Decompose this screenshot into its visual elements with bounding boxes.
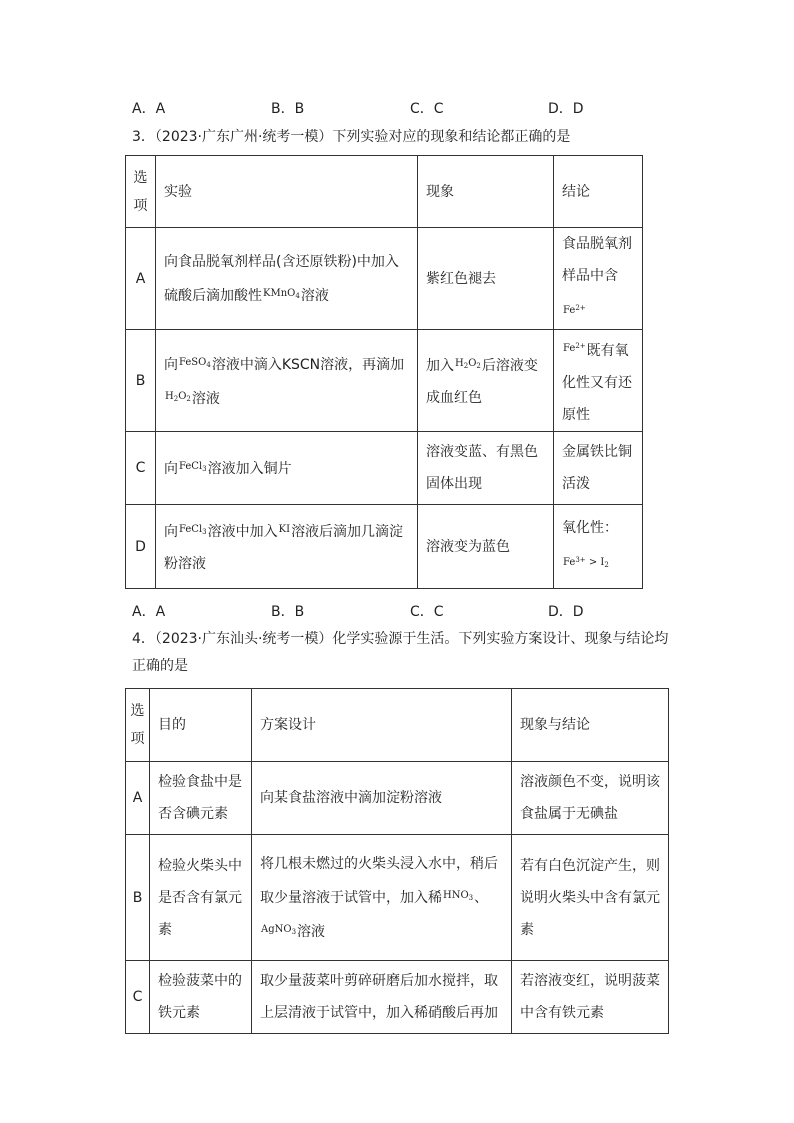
q3-row-c-option: C	[126, 432, 156, 505]
q4-table	[125, 688, 669, 1034]
q3-row-a-experiment: 向食品脱氧剂样品(含还原铁粉)中加入硫酸后滴加酸性$^{KMnO_4}$溶液	[156, 228, 418, 330]
choice-a: A．A	[132, 101, 166, 117]
q3-header-phenomenon: 现象	[418, 156, 554, 228]
choice-b: B．B	[271, 101, 305, 117]
q4-row-b-option: B	[126, 835, 150, 961]
q4-row-c-result: 若溶液变红，说明菠菜中含有铁元素	[512, 961, 669, 1034]
q3-header-option: 选项	[126, 156, 156, 228]
q4-header-design: 方案设计	[252, 689, 512, 762]
q4-header-goal: 目的	[150, 689, 252, 762]
q3-row-c-conclusion: 金属铁比铜活泼	[554, 432, 643, 505]
choice-d: D．D	[548, 101, 584, 117]
q3-header-experiment: 实验	[156, 156, 418, 228]
q3-stem: 3．（2023·广东广州·统考一模）下列实验对应的现象和结论都正确的是	[132, 129, 571, 145]
q4-stem: 4．（2023·广东汕头·统考一模）化学实验源于生活。下列实验方案设计、现象与结论均正确的是	[132, 631, 669, 674]
q4-row-a-result: 溶液颜色不变，说明该食盐属于无碘盐	[512, 762, 669, 835]
q4-row-b-goal: 检验火柴头中是否含有氯元素	[150, 835, 252, 961]
choice-d: D．D	[548, 604, 584, 620]
q3-row-c-experiment: 向$^{FeCl_3}$溶液加入铜片	[156, 432, 418, 505]
q3-choices	[132, 601, 692, 623]
q4-row-c-design: 取少量菠菜叶剪碎研磨后加水搅拌，取上层清液于试管中，加入稀硝酸后再加	[252, 961, 512, 1034]
q3-row-d-experiment: 向$^{FeCl_3}$溶液中加入$^{KI}$溶液后滴加几滴淀粉溶液	[156, 505, 418, 589]
q3-row-a-option: A	[126, 228, 156, 330]
q4-row-a-goal: 检验食盐中是否含碘元素	[150, 762, 252, 835]
q4-row-b-result: 若有白色沉淀产生，则说明火柴头中含有氯元素	[512, 835, 669, 961]
q3-row-b-phenomenon: 加入$^{H_2O_2}$后溶液变成血红色	[418, 330, 554, 432]
q4-header-option: 选项	[126, 689, 150, 762]
q2-choices	[132, 98, 692, 120]
choice-c: C．C	[410, 101, 444, 117]
q3-row-d-option: D	[126, 505, 156, 589]
q4-row-a-option: A	[126, 762, 150, 835]
choice-c: C．C	[410, 604, 444, 620]
q3-row-b-conclusion: $^{Fe^{2+}}$既有氧化性又有还原性	[554, 330, 643, 432]
q4-row-b-design: 将几根未燃过的火柴头浸入水中，稍后取少量溶液于试管中，加入稀$^{HNO_3}$、$^{AgNO_3}$溶液	[252, 835, 512, 961]
choice-b: B．B	[271, 604, 305, 620]
q4-row-a-design: 向某食盐溶液中滴加淀粉溶液	[252, 762, 512, 835]
q3-row-d-phenomenon: 溶液变为蓝色	[418, 505, 554, 589]
q4-header-result: 现象与结论	[512, 689, 669, 762]
q3-row-d-conclusion: 氧化性： $^{Fe^{3+} > I_2}$	[554, 505, 643, 589]
q3-row-c-phenomenon: 溶液变蓝、有黑色固体出现	[418, 432, 554, 505]
q3-table	[125, 155, 643, 589]
q3-row-a-phenomenon: 紫红色褪去	[418, 228, 554, 330]
q3-row-b-experiment: 向$^{FeSO_4}$溶液中滴入KSCN溶液，再滴加$^{H_2O_2}$溶液	[156, 330, 418, 432]
q4-row-c-option: C	[126, 961, 150, 1034]
q3-row-a-conclusion: 食品脱氧剂样品中含$^{Fe^{2+}}$	[554, 228, 643, 330]
q3-row-b-option: B	[126, 330, 156, 432]
q3-header-conclusion: 结论	[554, 156, 643, 228]
q4-row-c-goal: 检验菠菜中的铁元素	[150, 961, 252, 1034]
choice-a: A．A	[132, 604, 166, 620]
